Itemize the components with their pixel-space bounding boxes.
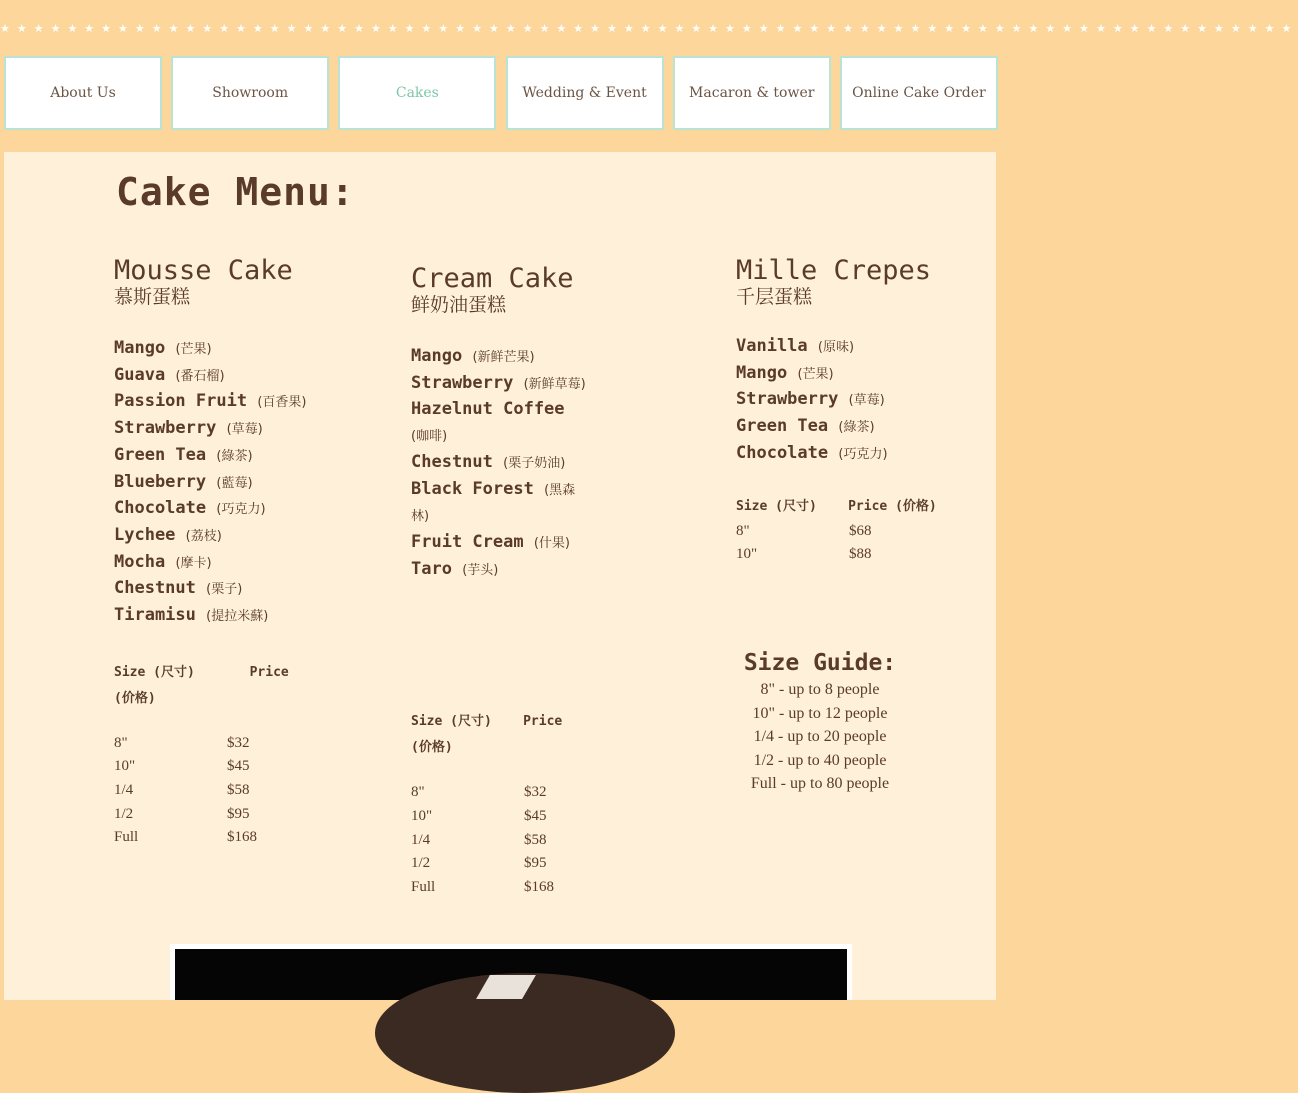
nav-cakes[interactable]: Cakes — [338, 56, 496, 130]
flavor-item — [736, 334, 956, 361]
flavor-name: Passion Fruit — [114, 391, 248, 412]
star-border-decoration: ★★★★★★★★★★★★★★★★★★★★★★★★★★★★★★★★★★★★★★★★★★★★★★★★★★★★★★★★★★★★★★★★★★★★★★★★★★★★★ — [0, 22, 1298, 35]
flavor-name: Hazelnut Coffee — [411, 399, 565, 420]
cream-cake-title-cn: 鲜奶油蛋糕 — [411, 294, 507, 316]
price-row — [114, 803, 344, 827]
flavor-name: Mocha — [114, 551, 166, 572]
flavor-name: Lychee — [114, 524, 176, 545]
flavor-name: Mango — [114, 338, 166, 358]
header-band — [0, 0, 1298, 150]
flavor-name: Fruit Cream — [411, 531, 524, 552]
price-header: Price (价格) — [848, 498, 937, 514]
size-guide-line: 10" - up to 12 people — [752, 704, 888, 722]
cream-price-table — [411, 781, 591, 899]
cream-flavor-list — [411, 344, 591, 583]
flavor-name-cn: (綠茶) — [216, 448, 253, 464]
price-value: $168 — [524, 878, 554, 895]
flavor-name-cn: (咖啡) — [411, 429, 448, 445]
flavor-item — [411, 371, 591, 398]
flavor-name: Tiramisu — [114, 605, 196, 626]
size-value: 10" — [114, 758, 136, 775]
size-value: Full — [411, 878, 436, 895]
flavor-name: Green Tea — [736, 416, 829, 437]
flavor-name-cn: (百香果) — [257, 395, 307, 411]
flavor-item — [114, 576, 344, 603]
content-panel — [4, 152, 996, 1000]
flavor-item — [114, 336, 344, 363]
size-header: Size (尺寸) — [736, 498, 817, 514]
price-value: $95 — [227, 805, 250, 822]
flavor-name-cn: (番石榴) — [175, 368, 225, 384]
flavor-name-cn: (摩卡) — [175, 555, 212, 571]
flavor-name: Chestnut — [411, 451, 493, 472]
flavor-name-cn: (新鲜草莓) — [523, 376, 586, 392]
flavor-item — [114, 416, 344, 443]
size-guide-line: 8" - up to 8 people — [760, 681, 880, 698]
flavor-name-cn: (黑森林) — [411, 482, 576, 525]
flavor-name-cn: (荔枝) — [185, 528, 222, 544]
flavor-item — [736, 361, 956, 388]
size-header: Size (尺寸) — [411, 714, 492, 730]
price-header: Price (价格) — [411, 714, 563, 756]
size-value: 10" — [411, 807, 433, 824]
mille-crepes-section — [736, 256, 956, 567]
nav-showroom[interactable]: Showroom — [171, 56, 329, 130]
price-value: $68 — [849, 522, 872, 539]
flavor-name: Vanilla — [736, 336, 808, 356]
price-header: Price (价格) — [114, 664, 289, 706]
size-guide-line: 1/2 - up to 40 people — [753, 751, 887, 769]
flavor-name-cn: (巧克力) — [838, 446, 888, 462]
price-value: $88 — [849, 546, 872, 563]
price-value: $58 — [524, 831, 547, 848]
mousse-cake-section — [114, 256, 344, 850]
price-row — [736, 543, 956, 567]
size-value: 8" — [411, 784, 425, 801]
flavor-name-cn: (藍莓) — [216, 475, 253, 491]
price-value: $95 — [524, 855, 547, 872]
flavor-item — [114, 389, 344, 416]
flavor-item — [736, 414, 956, 441]
price-value: $32 — [227, 734, 250, 751]
flavor-name-cn: (新鲜芒果) — [472, 350, 535, 365]
flavor-item — [411, 557, 591, 584]
flavor-name: Strawberry — [736, 389, 839, 410]
nav-wedding-event[interactable]: Wedding & Event — [506, 56, 664, 130]
size-value: 1/2 — [114, 805, 134, 822]
flavor-name-cn: (栗子) — [206, 582, 243, 598]
price-row — [411, 829, 591, 853]
flavor-item — [736, 387, 956, 414]
size-value: 8" — [736, 522, 750, 539]
price-row — [114, 826, 344, 850]
flavor-name: Taro — [411, 558, 452, 579]
size-value: 1/2 — [411, 855, 431, 872]
mousse-cake-title: Mousse Cake — [114, 255, 293, 286]
mille-flavor-list — [736, 334, 956, 468]
main-nav — [4, 56, 998, 130]
flavor-name: Chocolate — [114, 498, 207, 519]
flavor-item — [114, 470, 344, 497]
mousse-cake-title-cn: 慕斯蛋糕 — [114, 286, 191, 308]
flavor-item — [114, 496, 344, 523]
size-guide-line: 1/4 - up to 20 people — [753, 728, 887, 746]
price-row — [114, 779, 344, 803]
cake-photo — [170, 944, 852, 1000]
size-value: Full — [114, 829, 139, 846]
flavor-item — [114, 523, 344, 550]
price-value: $45 — [227, 758, 250, 775]
mousse-price-header — [114, 660, 314, 712]
flavor-name-cn: (栗子奶油) — [503, 455, 566, 471]
mousse-flavor-list — [114, 336, 344, 630]
flavor-name-cn: (什果) — [533, 535, 570, 551]
flavor-name: Chocolate — [736, 442, 829, 463]
mousse-price-table — [114, 732, 344, 850]
flavor-name: Black Forest — [411, 478, 534, 499]
flavor-name: Strawberry — [114, 418, 217, 439]
price-value: $45 — [524, 807, 547, 824]
price-row — [114, 755, 344, 779]
flavor-name-cn: (綠茶) — [838, 420, 875, 436]
size-value: 10" — [736, 546, 758, 563]
flavor-item — [114, 443, 344, 470]
flavor-item — [114, 603, 344, 630]
price-row — [411, 781, 591, 805]
nav-online-cake-order[interactable]: Online Cake Order — [840, 56, 998, 130]
flavor-name: Guava — [114, 364, 166, 385]
mille-price-table — [736, 520, 956, 567]
flavor-name-cn: (巧克力) — [216, 502, 266, 518]
flavor-item — [114, 550, 344, 577]
flavor-name-cn: (芒果) — [175, 342, 212, 357]
mille-crepes-title: Mille Crepes — [736, 255, 932, 286]
flavor-name: Strawberry — [411, 372, 514, 393]
cream-price-header — [411, 709, 581, 761]
flavor-name-cn: (草莓) — [226, 422, 263, 438]
price-row — [411, 852, 591, 876]
flavor-name-cn: (芋头) — [462, 562, 499, 578]
flavor-name: Chestnut — [114, 578, 196, 599]
size-value: 1/4 — [114, 781, 134, 798]
cream-cake-section — [411, 264, 591, 899]
page-title: Cake Menu: — [116, 170, 355, 214]
flavor-item — [411, 397, 591, 449]
price-row — [736, 520, 956, 544]
price-row — [411, 876, 591, 900]
size-guide-title: Size Guide: — [743, 650, 897, 676]
flavor-item — [411, 450, 591, 477]
size-value: 8" — [114, 734, 128, 751]
flavor-item — [411, 477, 591, 530]
flavor-name: Mango — [736, 362, 788, 383]
price-value: $168 — [227, 829, 257, 846]
size-header: Size (尺寸) — [114, 664, 195, 680]
flavor-item — [736, 441, 956, 468]
price-value: $58 — [227, 781, 250, 798]
size-guide-line: Full - up to 80 people — [750, 775, 890, 793]
mille-crepes-title-cn: 千层蛋糕 — [736, 286, 813, 308]
flavor-item — [114, 363, 344, 390]
cake-photo-image — [175, 949, 847, 1000]
price-row — [411, 805, 591, 829]
price-row — [114, 732, 344, 756]
nav-about-us[interactable]: About Us — [4, 56, 162, 130]
mille-price-header — [736, 494, 956, 520]
price-value: $32 — [524, 784, 547, 801]
flavor-item — [411, 344, 591, 371]
size-guide — [724, 648, 916, 796]
flavor-name: Green Tea — [114, 444, 207, 465]
cream-cake-title: Cream Cake — [411, 263, 574, 294]
flavor-name: Mango — [411, 346, 463, 366]
flavor-name: Blueberry — [114, 471, 207, 492]
flavor-name-cn: (提拉米蘇) — [206, 609, 269, 625]
nav-macaron-tower[interactable]: Macaron & tower — [673, 56, 831, 130]
flavor-name-cn: (草莓) — [848, 393, 885, 409]
flavor-name-cn: (原味) — [817, 340, 855, 355]
flavor-item — [411, 530, 591, 557]
size-value: 1/4 — [411, 831, 431, 848]
flavor-name-cn: (芒果) — [797, 366, 834, 382]
